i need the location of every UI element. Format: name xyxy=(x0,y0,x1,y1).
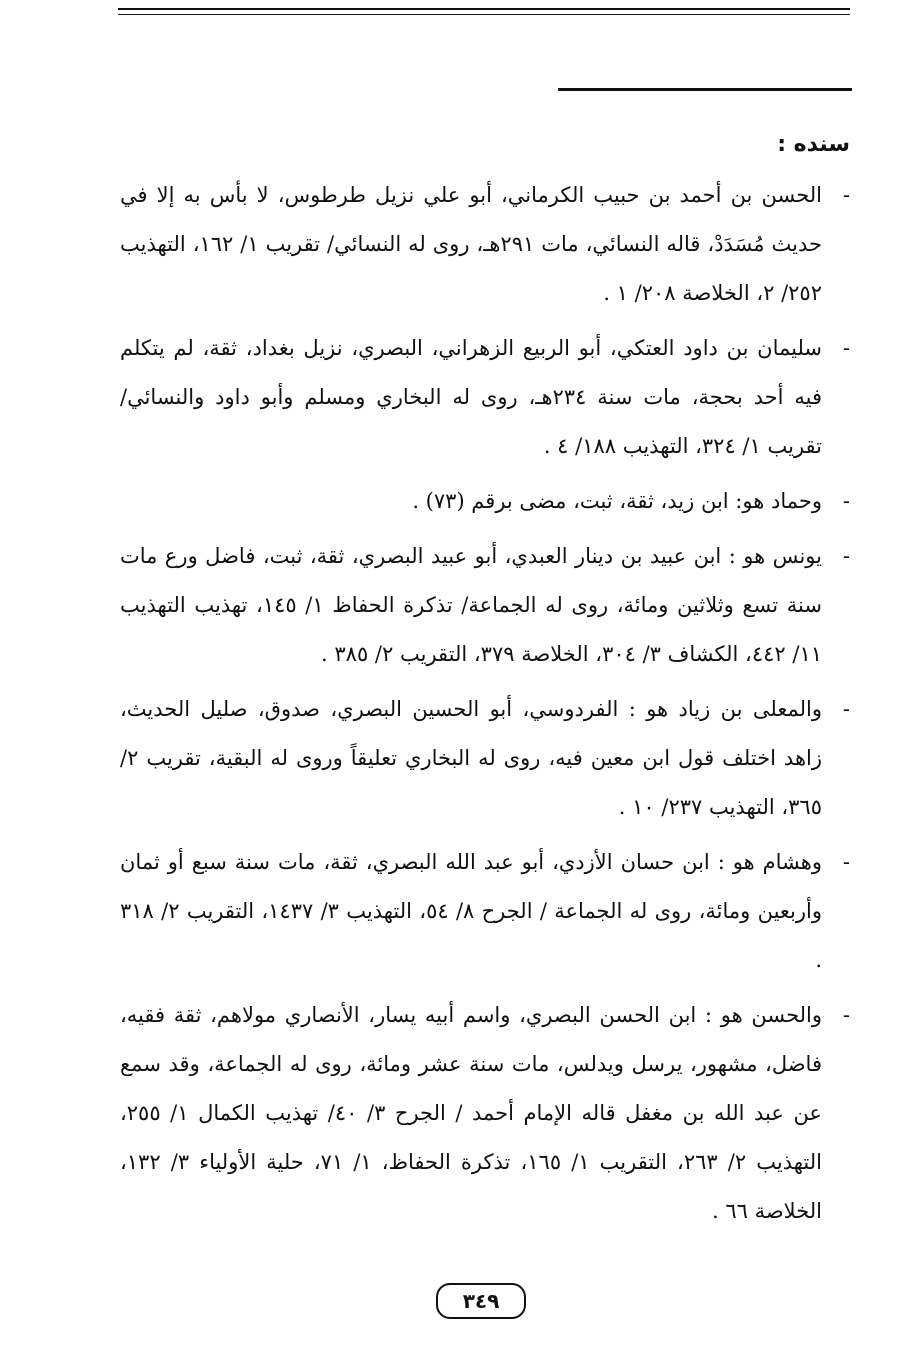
entry-dash: - xyxy=(842,1003,850,1027)
narrator-entry-4 xyxy=(120,532,850,679)
entry-text: والمعلى بن زياد هو : الفردوسي، أبو الحسين البصري، صدوق، صليل الحديث، زاهد اختلف قول ابن معين فيه، روى له البخاري تعليقاً وروى له البقية، تقريب ٢/ ٣٦٥، التهذيب ٢٣٧/ ١٠ . xyxy=(120,697,822,819)
top-double-rule-upper xyxy=(118,8,850,10)
narrator-entry-7 xyxy=(120,991,850,1236)
narrator-entry-1 xyxy=(120,171,850,318)
entry-text: الحسن بن أحمد بن حبيب الكرماني، أبو علي نزيل طرطوس، لا بأس به إلا في حديث مُسَدَدْ، قاله النسائي، مات ٢٩١هـ، روى له النسائي/ تقريب ١/ ١٦٢، التهذيب ٢٥٢/ ٢، الخلاصة ٢٠٨/ ١ . xyxy=(120,183,822,305)
top-double-rule-lower xyxy=(118,14,850,15)
narrator-entry-3 xyxy=(120,477,850,526)
main-text xyxy=(120,125,850,1242)
narrator-entry-5 xyxy=(120,685,850,832)
entry-text: يونس هو : ابن عبيد بن دينار العبدي، أبو عبيد البصري، ثقة، ثبت، فاضل ورع مات سنة تسع وثلاثين ومائة، روى له الجماعة/ تذكرة الحفاظ ١/ ١٤٥، تهذيب التهذيب ١١/ ٤٤٢، الكشاف ٣/ ٣٠٤، الخلاصة ٣٧٩، التقريب ٢/ ٣٨٥ . xyxy=(120,544,822,666)
entry-dash: - xyxy=(842,850,850,874)
entry-dash: - xyxy=(842,544,850,568)
section-heading: سنده : xyxy=(777,132,850,157)
entry-dash: - xyxy=(842,489,850,513)
entry-text: والحسن هو : ابن الحسن البصري، واسم أبيه يسار، الأنصاري مولاهم، ثقة فقيه، فاضل، مشهور، يرسل ويدلس، مات سنة عشر ومائة، روى له الجماعة، وقد سمع عن عبد الله بن مغفل قاله الإمام أحمد / الجرح ٣/ ٤٠/ تهذيب الكمال ١/ ٢٥٥، التهذيب ٢/ ٢٦٣، التقريب ١/ ١٦٥، تذكرة الحفاظ، ١/ ٧١، حلية الأولياء ٣/ ١٣٢، الخلاصة ٦٦ . xyxy=(120,1003,822,1223)
entry-dash: - xyxy=(842,336,850,360)
entry-dash: - xyxy=(842,697,850,721)
entry-text: وحماد هو: ابن زيد، ثقة، ثبت، مضى برقم (٧٣) . xyxy=(412,489,822,513)
entry-dash: - xyxy=(842,183,850,207)
entry-text: وهشام هو : ابن حسان الأزدي، أبو عبد الله البصري، ثقة، مات سنة سبع أو ثمان وأربعين ومائة، روى له الجماعة / الجرح ٨/ ٥٤، التهذيب ٣/ ١٤٣٧، التقريب ٢/ ٣١٨ . xyxy=(120,850,823,972)
page-number: ٣٤٩ xyxy=(436,1283,526,1319)
narrator-entry-6 xyxy=(120,838,850,985)
entry-text: سليمان بن داود العتكي، أبو الربيع الزهراني، البصري، نزيل بغداد، ثقة، لم يتكلم فيه أحد بحجة، مات سنة ٢٣٤هـ، روى له البخاري ومسلم وأبو داود والنسائي/ تقريب ١/ ٣٢٤، التهذيب ١٨٨/ ٤ . xyxy=(120,336,822,458)
section-divider-rule xyxy=(558,88,852,91)
narrator-entry-2 xyxy=(120,324,850,471)
